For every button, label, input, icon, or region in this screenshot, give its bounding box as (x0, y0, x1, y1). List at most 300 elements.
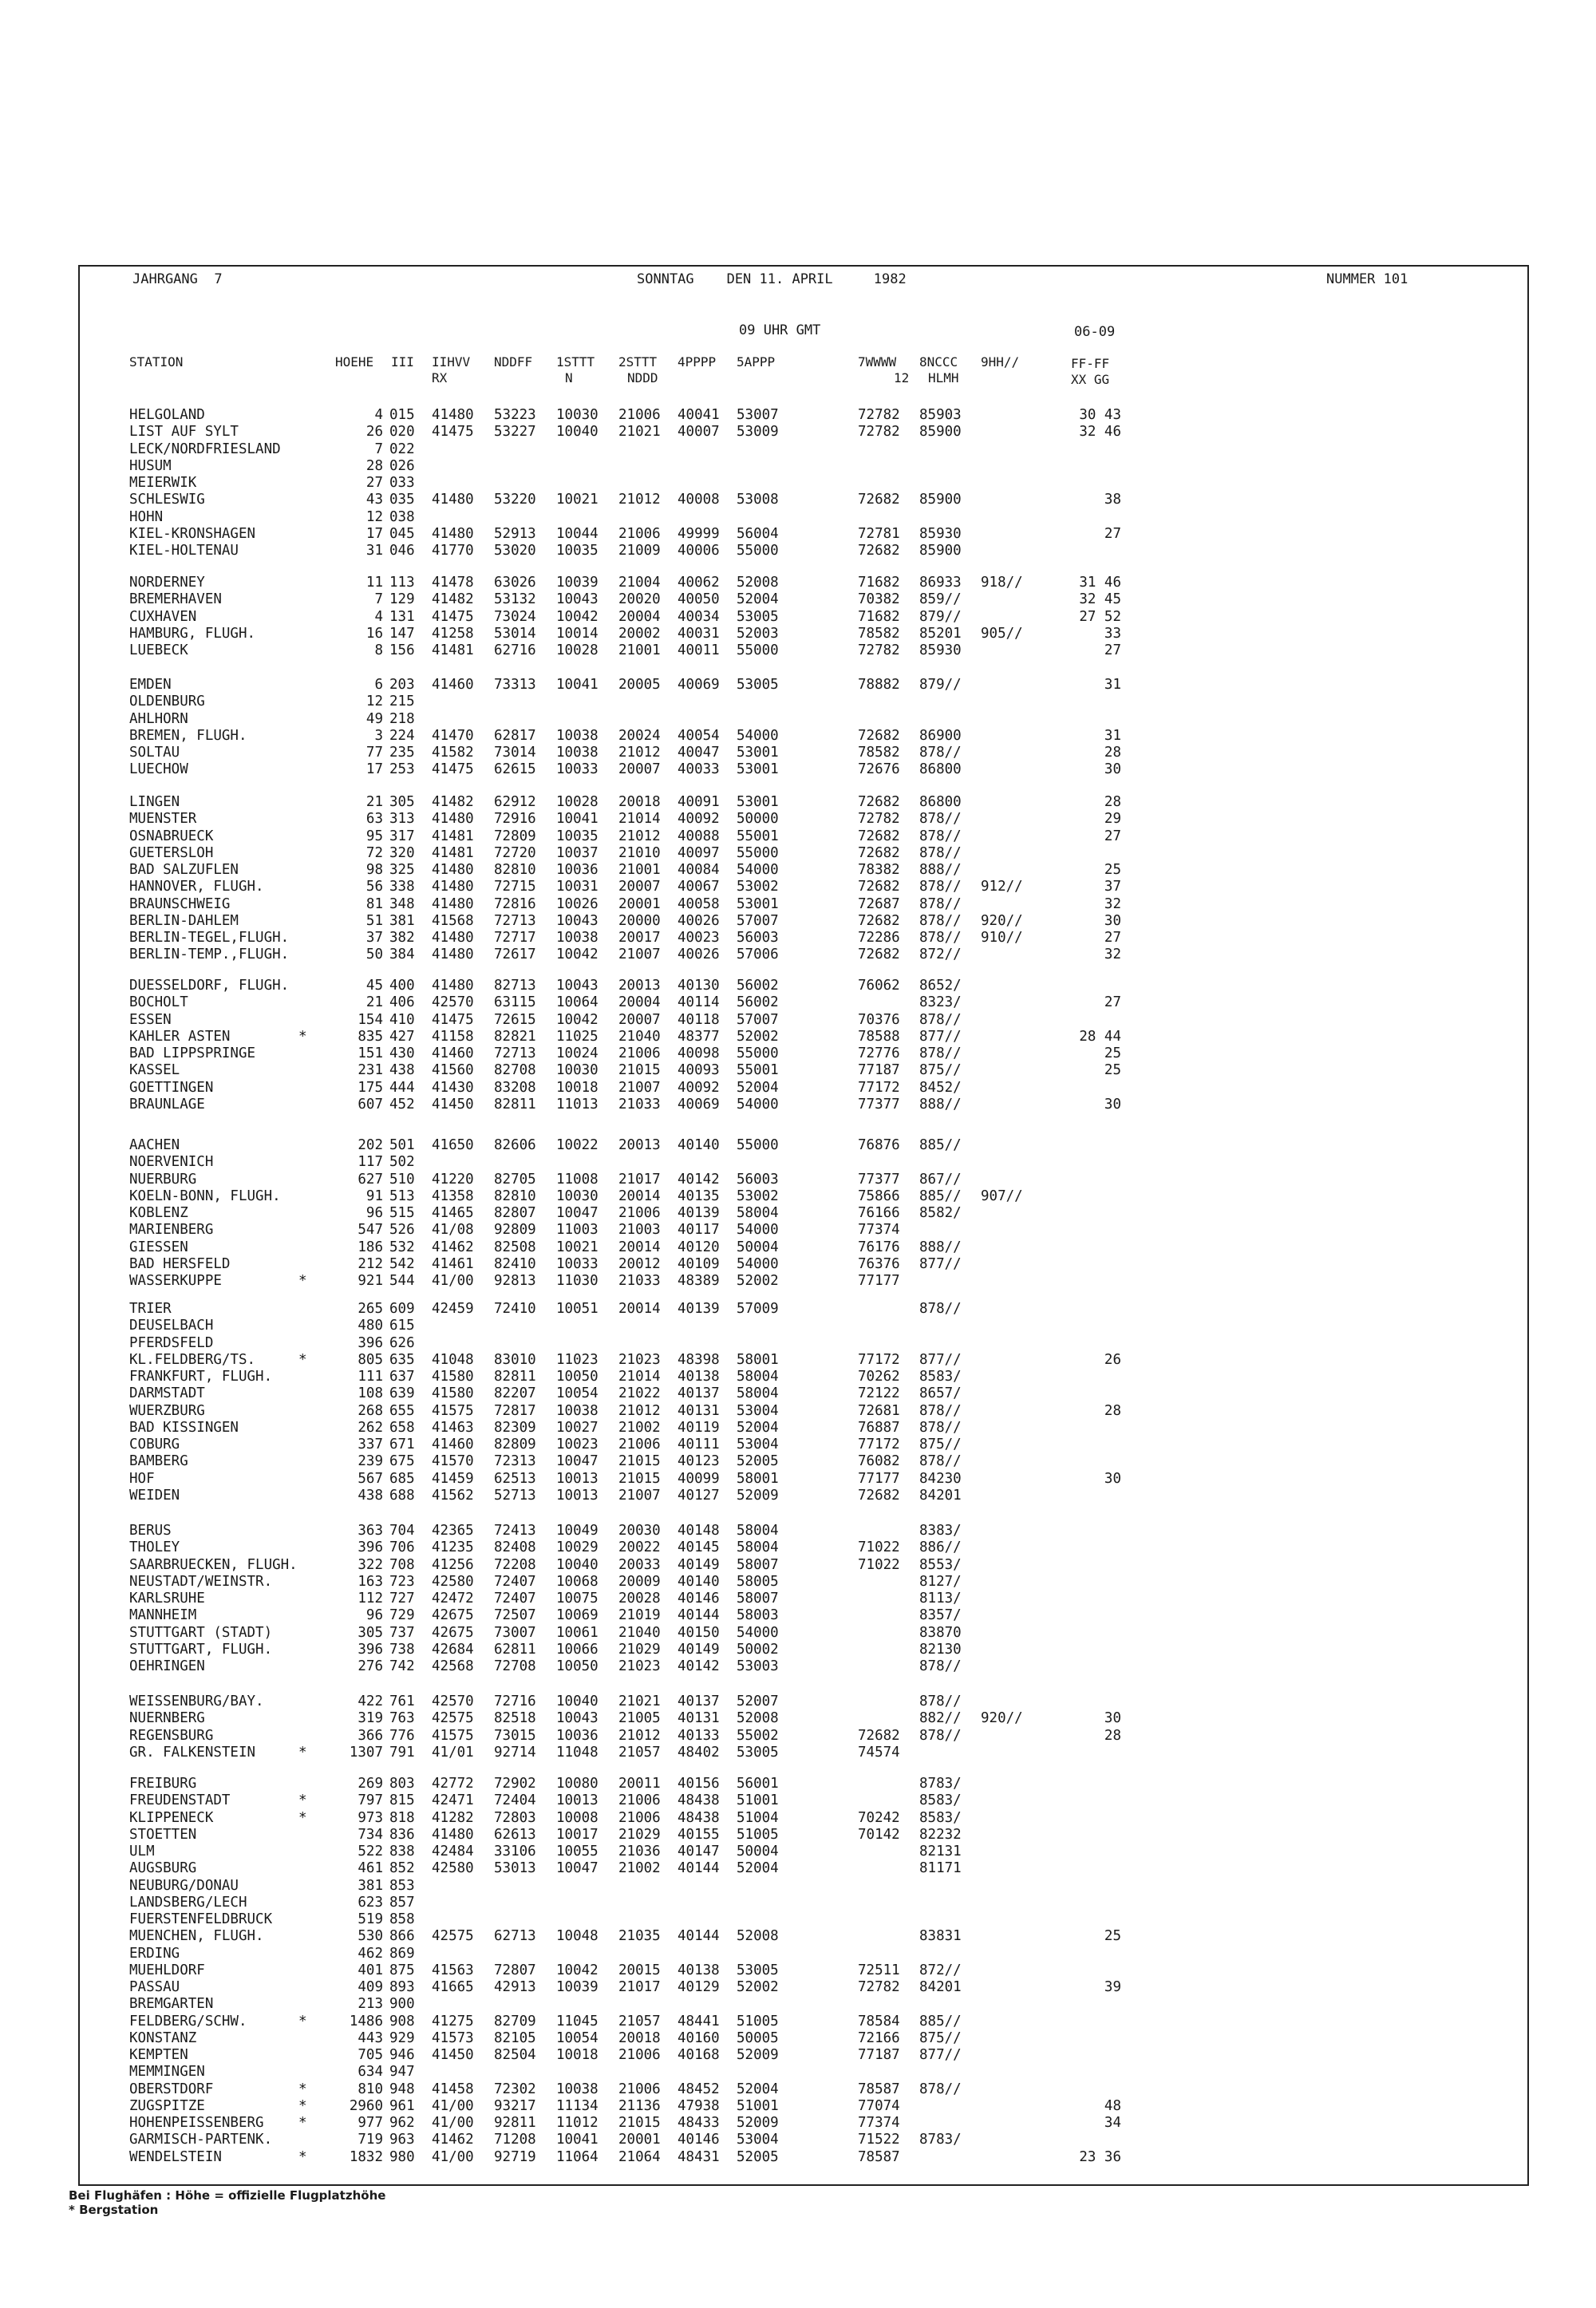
cell-7wwww: 72682 (858, 1727, 900, 1744)
station-name: SCHLESWIG (129, 492, 205, 508)
cell-nddff: 62716 (494, 642, 536, 658)
cell-7wwww: 72782 (858, 642, 900, 658)
cell-iii: 026 (389, 457, 415, 474)
cell-8nccc: 885// (919, 1188, 962, 1204)
cell-ffff: 30 (1104, 1470, 1121, 1487)
cell-5appp: 50004 (737, 1239, 779, 1255)
cell-nddff: 52913 (494, 525, 536, 542)
cell-4pppp: 40099 (678, 1470, 720, 1487)
cell-nddff: 82811 (494, 1096, 536, 1113)
cell-hoehe: 627 (358, 1171, 383, 1188)
cell-iii: 501 (389, 1137, 415, 1153)
cell-7wwww: 78582 (858, 745, 900, 761)
station-name: LANDSBERG/LECH (129, 1894, 247, 1911)
cell-iihvv: 41358 (432, 1188, 474, 1204)
cell-iihvv: 41480 (432, 492, 474, 508)
cell-8nccc: 878// (919, 1402, 962, 1419)
cell-iii: 317 (389, 828, 415, 844)
cell-8nccc: 8582/ (919, 1205, 962, 1221)
station-name: AUGSBURG (129, 1860, 197, 1877)
cell-iii: 706 (389, 1539, 415, 1556)
cell-5appp: 52008 (737, 1710, 779, 1727)
cell-nddff: 72410 (494, 1301, 536, 1317)
cell-2sttt: 21006 (618, 1437, 661, 1452)
cell-nddff: 92719 (494, 2148, 536, 2165)
cell-8nccc: 885// (919, 2013, 962, 2029)
cell-2sttt: 21003 (618, 1222, 661, 1239)
cell-2sttt: 21006 (618, 407, 661, 423)
cell-8nccc: 8583/ (919, 1792, 962, 1809)
cell-nddff: 53014 (494, 625, 536, 642)
cell-iihvv: 41275 (432, 2013, 474, 2029)
cell-7wwww: 72682 (858, 879, 900, 895)
cell-iii: 893 (389, 1979, 415, 1995)
cell-4pppp: 40147 (678, 1844, 720, 1859)
cell-hoehe: 231 (358, 1062, 383, 1079)
mountain-station-mark: * (298, 2013, 307, 2029)
cell-5appp: 54000 (737, 1222, 779, 1239)
station-name: BAD SALZUFLEN (129, 862, 239, 878)
cell-hoehe: 1307 (349, 1744, 383, 1761)
cell-nddff: 82708 (494, 1062, 536, 1079)
cell-iihvv: 41/00 (432, 2115, 474, 2131)
cell-7wwww: 78587 (858, 2081, 900, 2097)
cell-iihvv: 42580 (432, 1860, 474, 1877)
cell-iii: 836 (389, 1826, 415, 1843)
header-iihvv: IIHVV (432, 354, 471, 370)
cell-7wwww: 72682 (858, 727, 900, 744)
cell-8nccc: 879// (919, 677, 962, 693)
cell-iii: 038 (389, 508, 415, 525)
cell-8nccc: 8553/ (919, 1556, 962, 1573)
cell-hoehe: 98 (365, 862, 383, 878)
station-name: GOETTINGEN (129, 1079, 214, 1096)
station-name: COBURG (129, 1437, 180, 1452)
cell-nddff: 72302 (494, 2081, 536, 2097)
cell-iihvv: 41465 (432, 1205, 474, 1221)
mountain-station-mark: * (298, 1028, 307, 1045)
cell-2sttt: 21064 (618, 2148, 661, 2165)
cell-iihvv: 42684 (432, 1641, 474, 1658)
cell-hoehe: 8 (374, 642, 383, 658)
mountain-station-mark: * (298, 2097, 307, 2114)
cell-8nccc: 8783/ (919, 2132, 962, 2148)
cell-7wwww: 77177 (858, 1470, 900, 1487)
cell-nddff: 82709 (494, 2013, 536, 2029)
cell-nddff: 82105 (494, 2029, 536, 2046)
cell-4pppp: 40092 (678, 811, 720, 828)
time-label: 09 UHR GMT (739, 322, 821, 338)
cell-ffff: 32 (1104, 947, 1121, 963)
issue-number: NUMMER 101 (1326, 271, 1408, 287)
cell-hoehe: 202 (358, 1137, 383, 1153)
cell-nddff: 82810 (494, 1188, 536, 1204)
cell-5appp: 53005 (737, 677, 779, 693)
cell-iii: 637 (389, 1369, 415, 1385)
cell-ffff: 32 46 (1079, 424, 1121, 441)
cell-iihvv: 41481 (432, 828, 474, 844)
cell-iihvv: 41580 (432, 1385, 474, 1402)
cell-2sttt: 20018 (618, 794, 661, 810)
cell-5appp: 53009 (737, 424, 779, 441)
cell-8nccc: 878// (919, 1658, 962, 1674)
cell-iihvv: 41459 (432, 1470, 474, 1487)
cell-nddff: 53013 (494, 1860, 536, 1877)
cell-1sttt: 10036 (556, 862, 598, 878)
cell-2sttt: 20013 (618, 978, 661, 994)
cell-4pppp: 40093 (678, 1062, 720, 1079)
cell-nddff: 53220 (494, 492, 536, 508)
station-name: HOHN (129, 508, 164, 525)
station-name: BRAUNLAGE (129, 1096, 205, 1113)
cell-iii: 147 (389, 625, 415, 642)
cell-2sttt: 21004 (618, 575, 661, 591)
cell-8nccc: 878// (919, 1011, 962, 1028)
cell-8nccc: 882// (919, 1710, 962, 1727)
cell-iihvv: 41482 (432, 794, 474, 810)
cell-1sttt: 10023 (556, 1437, 598, 1452)
cell-9hh: 912// (981, 879, 1023, 895)
cell-2sttt: 21033 (618, 1273, 661, 1289)
cell-4pppp: 40041 (678, 407, 720, 423)
cell-hoehe: 43 (365, 492, 383, 508)
station-name: KARLSRUHE (129, 1591, 205, 1607)
cell-iii: 685 (389, 1470, 415, 1487)
cell-iii: 113 (389, 575, 415, 591)
station-name: BREMEN, FLUGH. (129, 727, 247, 744)
cell-5appp: 52004 (737, 591, 779, 608)
cell-1sttt: 10042 (556, 608, 598, 625)
cell-5appp: 52005 (737, 1453, 779, 1470)
cell-hoehe: 112 (358, 1591, 383, 1607)
cell-4pppp: 40088 (678, 828, 720, 844)
cell-4pppp: 40168 (678, 2047, 720, 2063)
cell-8nccc: 8357/ (919, 1607, 962, 1624)
cell-iihvv: 42484 (432, 1844, 474, 1859)
station-name: BERLIN-TEGEL,FLUGH. (129, 930, 290, 946)
cell-nddff: 62817 (494, 727, 536, 744)
cell-8nccc: 85900 (919, 543, 962, 559)
cell-ffff: 33 (1104, 625, 1121, 642)
cell-iii: 658 (389, 1419, 415, 1436)
cell-iii: 815 (389, 1792, 415, 1809)
cell-8nccc: 877// (919, 1255, 962, 1272)
cell-9hh: 920// (981, 1710, 1023, 1727)
cell-1sttt: 10049 (556, 1523, 598, 1539)
station-name: PFERDSFELD (129, 1334, 214, 1351)
cell-8nccc: 872// (919, 947, 962, 963)
cell-4pppp: 40062 (678, 575, 720, 591)
cell-iii: 156 (389, 642, 415, 658)
cell-iii: 727 (389, 1591, 415, 1607)
cell-1sttt: 10043 (556, 912, 598, 929)
cell-nddff: 72720 (494, 844, 536, 861)
cell-9hh: 920// (981, 912, 1023, 929)
cell-2sttt: 21015 (618, 2115, 661, 2131)
cell-5appp: 53005 (737, 1962, 779, 1978)
station-name: BERLIN-TEMP.,FLUGH. (129, 947, 290, 963)
cell-1sttt: 10051 (556, 1301, 598, 1317)
cell-1sttt: 10013 (556, 1487, 598, 1504)
cell-iii: 853 (389, 1877, 415, 1894)
cell-iii: 929 (389, 2029, 415, 2046)
cell-7wwww: 76062 (858, 978, 900, 994)
cell-5appp: 55001 (737, 828, 779, 844)
cell-1sttt: 10038 (556, 2081, 598, 2097)
cell-4pppp: 40149 (678, 1641, 720, 1658)
station-name: KL.FELDBERG/TS. (129, 1351, 256, 1368)
cell-iihvv: 41235 (432, 1539, 474, 1556)
cell-hoehe: 519 (358, 1911, 383, 1927)
cell-5appp: 51001 (737, 1792, 779, 1809)
cell-iii: 671 (389, 1437, 415, 1452)
cell-1sttt: 11030 (556, 1273, 598, 1289)
cell-7wwww: 71022 (858, 1539, 900, 1556)
station-name: DEUSELBACH (129, 1318, 214, 1334)
cell-4pppp: 48438 (678, 1792, 720, 1809)
cell-4pppp: 40137 (678, 1693, 720, 1709)
cell-8nccc: 885// (919, 1137, 962, 1153)
cell-nddff: 63115 (494, 994, 536, 1011)
cell-8nccc: 875// (919, 2029, 962, 2046)
cell-5appp: 53004 (737, 2132, 779, 2148)
cell-4pppp: 40069 (678, 1096, 720, 1113)
station-name: STOETTEN (129, 1826, 197, 1843)
cell-7wwww: 77177 (858, 1273, 900, 1289)
cell-iihvv: 42568 (432, 1658, 474, 1674)
header-iii: III (391, 354, 414, 370)
cell-hoehe: 480 (358, 1318, 383, 1334)
cell-8nccc: 875// (919, 1437, 962, 1452)
cell-hoehe: 28 (365, 457, 383, 474)
cell-iii: 430 (389, 1045, 415, 1061)
cell-7wwww: 72511 (858, 1962, 900, 1978)
cell-1sttt: 11025 (556, 1028, 598, 1045)
cell-5appp: 53005 (737, 608, 779, 625)
cell-nddff: 62513 (494, 1470, 536, 1487)
cell-iihvv: 41480 (432, 407, 474, 423)
cell-iii: 381 (389, 912, 415, 929)
cell-iihvv: 41475 (432, 1011, 474, 1028)
cell-hoehe: 607 (358, 1096, 383, 1113)
cell-1sttt: 10054 (556, 2029, 598, 2046)
cell-hoehe: 381 (358, 1877, 383, 1894)
station-name: CUXHAVEN (129, 608, 197, 625)
station-name: NEUBURG/DONAU (129, 1877, 239, 1894)
cell-iihvv: 42575 (432, 1928, 474, 1945)
cell-hoehe: 96 (365, 1607, 383, 1624)
cell-1sttt: 10036 (556, 1727, 598, 1744)
cell-7wwww: 72682 (858, 947, 900, 963)
cell-4pppp: 48402 (678, 1744, 720, 1761)
cell-ffff: 32 45 (1079, 591, 1121, 608)
cell-iii: 320 (389, 844, 415, 861)
cell-5appp: 55000 (737, 844, 779, 861)
cell-nddff: 82811 (494, 1369, 536, 1385)
cell-2sttt: 20014 (618, 1239, 661, 1255)
footnote-mountain: * Bergstation (69, 2203, 159, 2217)
station-name: MANNHEIM (129, 1607, 197, 1624)
station-name: NUERNBERG (129, 1710, 205, 1727)
cell-4pppp: 48431 (678, 2148, 720, 2165)
cell-8nccc: 877// (919, 2047, 962, 2063)
cell-1sttt: 10041 (556, 811, 598, 828)
cell-7wwww: 77172 (858, 1437, 900, 1452)
cell-hoehe: 16 (365, 625, 383, 642)
cell-2sttt: 21040 (618, 1624, 661, 1641)
cell-iii: 532 (389, 1239, 415, 1255)
cell-4pppp: 40118 (678, 1011, 720, 1028)
cell-7wwww: 77374 (858, 2115, 900, 2131)
cell-iii: 761 (389, 1693, 415, 1709)
cell-2sttt: 20014 (618, 1188, 661, 1204)
cell-1sttt: 10035 (556, 828, 598, 844)
cell-8nccc: 83831 (919, 1928, 962, 1945)
cell-iihvv: 41582 (432, 745, 474, 761)
cell-ffff: 29 (1104, 811, 1121, 828)
cell-iii: 908 (389, 2013, 415, 2029)
cell-2sttt: 21033 (618, 1096, 661, 1113)
cell-nddff: 71208 (494, 2132, 536, 2148)
cell-iihvv: 41460 (432, 677, 474, 693)
cell-1sttt: 10037 (556, 844, 598, 861)
cell-hoehe: 265 (358, 1301, 383, 1317)
cell-ffff: 38 (1104, 492, 1121, 508)
cell-4pppp: 40098 (678, 1045, 720, 1061)
cell-nddff: 82207 (494, 1385, 536, 1402)
cell-iihvv: 42570 (432, 994, 474, 1011)
cell-7wwww: 71682 (858, 608, 900, 625)
cell-nddff: 53223 (494, 407, 536, 423)
cell-nddff: 92813 (494, 1273, 536, 1289)
cell-iii: 948 (389, 2081, 415, 2097)
cell-iii: 609 (389, 1301, 415, 1317)
cell-nddff: 83010 (494, 1351, 536, 1368)
cell-nddff: 72916 (494, 811, 536, 828)
cell-iihvv: 42459 (432, 1301, 474, 1317)
cell-iii: 215 (389, 694, 415, 710)
station-name: ERDING (129, 1945, 180, 1962)
cell-8nccc: 82232 (919, 1826, 962, 1843)
cell-iii: 513 (389, 1188, 415, 1204)
cell-8nccc: 8113/ (919, 1591, 962, 1607)
cell-iii: 218 (389, 710, 415, 727)
cell-hoehe: 11 (365, 575, 383, 591)
cell-4pppp: 40069 (678, 677, 720, 693)
cell-2sttt: 21006 (618, 1792, 661, 1809)
cell-ffff: 34 (1104, 2115, 1121, 2131)
cell-iii: 688 (389, 1487, 415, 1504)
cell-iii: 857 (389, 1894, 415, 1911)
cell-2sttt: 20001 (618, 895, 661, 912)
cell-4pppp: 40144 (678, 1860, 720, 1877)
cell-4pppp: 40129 (678, 1979, 720, 1995)
cell-hoehe: 37 (365, 930, 383, 946)
cell-5appp: 54000 (737, 727, 779, 744)
cell-iihvv: 42580 (432, 1573, 474, 1590)
cell-8nccc: 86800 (919, 794, 962, 810)
station-name: BERUS (129, 1523, 172, 1539)
cell-iihvv: 41475 (432, 608, 474, 625)
station-name: BAMBERG (129, 1453, 188, 1470)
cell-8nccc: 84201 (919, 1487, 962, 1504)
cell-nddff: 73024 (494, 608, 536, 625)
cell-5appp: 58004 (737, 1523, 779, 1539)
cell-7wwww: 77374 (858, 1222, 900, 1239)
cell-nddff: 73313 (494, 677, 536, 693)
cell-nddff: 82821 (494, 1028, 536, 1045)
cell-5appp: 55002 (737, 1727, 779, 1744)
cell-4pppp: 40155 (678, 1826, 720, 1843)
cell-7wwww: 72682 (858, 492, 900, 508)
cell-7wwww: 76887 (858, 1419, 900, 1436)
cell-7wwww: 72687 (858, 895, 900, 912)
cell-4pppp: 40050 (678, 591, 720, 608)
cell-1sttt: 10013 (556, 1470, 598, 1487)
cell-4pppp: 49999 (678, 525, 720, 542)
cell-nddff: 33106 (494, 1844, 536, 1859)
cell-8nccc: 878// (919, 828, 962, 844)
station-name: FELDBERG/SCHW. (129, 2013, 247, 2029)
cell-iihvv: 41463 (432, 1419, 474, 1436)
cell-4pppp: 40142 (678, 1658, 720, 1674)
cell-iihvv: 42772 (432, 1776, 474, 1792)
cell-4pppp: 40026 (678, 912, 720, 929)
cell-9hh: 905// (981, 625, 1023, 642)
station-name: SAARBRUECKEN, FLUGH. (129, 1556, 298, 1573)
cell-7wwww: 72682 (858, 794, 900, 810)
cell-7wwww: 78588 (858, 1028, 900, 1045)
cell-7wwww: 72682 (858, 844, 900, 861)
cell-nddff: 72708 (494, 1658, 536, 1674)
cell-ffff: 23 36 (1079, 2148, 1121, 2165)
cell-nddff: 93217 (494, 2097, 536, 2114)
cell-hoehe: 530 (358, 1928, 383, 1945)
cell-2sttt: 21012 (618, 828, 661, 844)
station-name: HOHENPEISSENBERG (129, 2115, 264, 2131)
cell-hoehe: 396 (358, 1334, 383, 1351)
station-name: MUENCHEN, FLUGH. (129, 1928, 264, 1945)
station-name: GARMISCH-PARTENK. (129, 2132, 273, 2148)
jahrgang-label: JAHRGANG 7 (132, 271, 223, 287)
cell-8nccc: 81171 (919, 1860, 962, 1877)
cell-5appp: 53001 (737, 794, 779, 810)
cell-iii: 962 (389, 2115, 415, 2131)
cell-nddff: 82518 (494, 1710, 536, 1727)
station-name: STUTTGART (STADT) (129, 1624, 273, 1641)
cell-ffff: 25 (1104, 1062, 1121, 1079)
cell-ffff: 31 (1104, 677, 1121, 693)
cell-hoehe: 51 (365, 912, 383, 929)
cell-ffff: 30 (1104, 1710, 1121, 1727)
cell-4pppp: 40008 (678, 492, 720, 508)
cell-8nccc: 82131 (919, 1844, 962, 1859)
cell-7wwww: 78382 (858, 862, 900, 878)
cell-nddff: 72404 (494, 1792, 536, 1809)
cell-iihvv: 41575 (432, 1402, 474, 1419)
cell-4pppp: 40058 (678, 895, 720, 912)
cell-2sttt: 20030 (618, 1523, 661, 1539)
cell-5appp: 58004 (737, 1385, 779, 1402)
mountain-station-mark: * (298, 1744, 307, 1761)
cell-nddff: 72413 (494, 1523, 536, 1539)
cell-iii: 348 (389, 895, 415, 912)
cell-5appp: 58004 (737, 1205, 779, 1221)
cell-iihvv: 41/00 (432, 2097, 474, 2114)
cell-5appp: 52009 (737, 2047, 779, 2063)
station-name: KAHLER ASTEN (129, 1028, 231, 1045)
cell-hoehe: 7 (374, 591, 383, 608)
